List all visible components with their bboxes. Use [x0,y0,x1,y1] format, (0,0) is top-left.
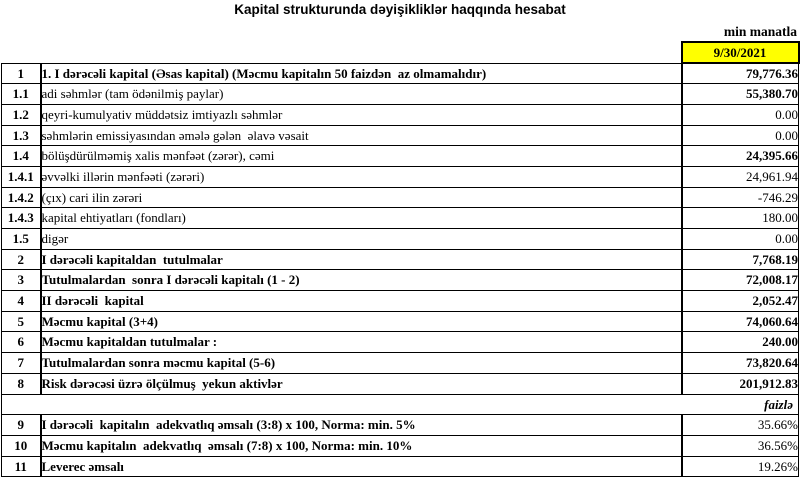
row-value-cell: -746.29 [682,187,799,208]
row-number-cell: 3 [2,270,41,291]
row-number-cell: 4 [2,291,41,312]
row-value-cell: 79,776.36 [682,63,799,84]
table-row [2,84,799,105]
capital-structure-table [1,41,800,477]
row-value-cell: 36.56% [682,435,799,456]
table-row [2,125,799,146]
header-spacer [41,42,682,63]
row-value-cell: 55,380.70 [682,84,799,105]
table-row [2,415,799,436]
row-value-cell: 24,961.94 [682,166,799,187]
row-value-cell: 0.00 [682,104,799,125]
row-label-cell: I dərəcəli kapitaldan tutulmalar [41,249,682,270]
header-spacer [2,42,41,63]
table-row [2,146,799,167]
row-label-cell: qeyri-kumulyativ müddətsiz imtiyazlı səhmlər [41,104,682,125]
row-number-cell: 11 [2,456,41,477]
row-number-cell: 10 [2,435,41,456]
row-label-cell: bölüşdürülməmiş xalis mənfəət (zərər), cəmi [41,146,682,167]
table-row [2,456,799,477]
row-number-cell: 1.4.2 [2,187,41,208]
row-value-cell: 7,768.19 [682,249,799,270]
percent-section-label: faizlə [2,394,799,415]
row-number-cell: 6 [2,332,41,353]
row-label-cell: səhmlərin emissiyasından əmələ gələn əlavə vəsait [41,125,682,146]
row-value-cell: 0.00 [682,229,799,250]
row-value-cell: 0.00 [682,125,799,146]
row-number-cell: 1.5 [2,229,41,250]
row-label-cell: adi səhmlər (tam ödənilmiş paylar) [41,84,682,105]
unit-label: min manatla [723,24,797,39]
row-value-cell: 240.00 [682,332,799,353]
row-label-cell: Tutulmalardan sonra məcmu kapital (5-6) [41,353,682,374]
row-value-cell: 74,060.64 [682,311,799,332]
row-label-cell: I dərəcəli kapitalın adekvatlıq əmsalı (3:8) x 100, Norma: min. 5% [41,415,682,436]
page-title: Kapital strukturunda dəyişikliklər haqqında hesabat [234,2,566,17]
row-label-cell: digər [41,229,682,250]
table-row [2,187,799,208]
table-row [2,166,799,187]
table-row [2,63,799,84]
row-number-cell: 7 [2,353,41,374]
row-label-cell: Tutulmalardan sonra I dərəcəli kapitalı (1 - 2) [41,270,682,291]
row-value-cell: 35.66% [682,415,799,436]
row-label-cell: əvvəlki illərin mənfəəti (zərəri) [41,166,682,187]
percent-section-row [2,394,799,415]
row-value-cell: 2,052.47 [682,291,799,312]
row-number-cell: 1.3 [2,125,41,146]
row-label-cell: Risk dərəcəsi üzrə ölçülmuş yekun aktivlər [41,373,682,394]
row-value-cell: 19.26% [682,456,799,477]
row-number-cell: 1.4.3 [2,208,41,229]
row-label-cell: Məcmu kapitalın adekvatlıq əmsalı (7:8) x 100, Norma: min. 10% [41,435,682,456]
table-row [2,353,799,374]
date-header-cell: 9/30/2021 [682,42,799,63]
table-row [2,311,799,332]
row-label-cell: kapital ehtiyatları (fondları) [41,208,682,229]
row-value-cell: 201,912.83 [682,373,799,394]
row-number-cell: 5 [2,311,41,332]
row-label-cell: 1. I dərəcəli kapital (Əsas kapital) (Məcmu kapitalın 50 faizdən az olmamalıdır) [41,63,682,84]
row-number-cell: 1.4.1 [2,166,41,187]
row-label-cell: (çıx) cari ilin zərəri [41,187,682,208]
row-number-cell: 1.2 [2,104,41,125]
row-value-cell: 24,395.66 [682,146,799,167]
row-number-cell: 1.4 [2,146,41,167]
table-row [2,208,799,229]
table-row [2,332,799,353]
row-number-cell: 8 [2,373,41,394]
row-label-cell: II dərəcəli kapital [41,291,682,312]
table-row [2,291,799,312]
table-row [2,373,799,394]
row-label-cell: Məcmu kapitaldan tutulmalar : [41,332,682,353]
date-header-row [2,42,799,63]
row-value-cell: 72,008.17 [682,270,799,291]
table-row [2,435,799,456]
row-label-cell: Leverec əmsalı [41,456,682,477]
row-number-cell: 2 [2,249,41,270]
table-row [2,249,799,270]
row-number-cell: 1 [2,63,41,84]
row-number-cell: 1.1 [2,84,41,105]
table-row [2,104,799,125]
table-row [2,270,799,291]
row-number-cell: 9 [2,415,41,436]
row-value-cell: 73,820.64 [682,353,799,374]
row-value-cell: 180.00 [682,208,799,229]
row-label-cell: Məcmu kapital (3+4) [41,311,682,332]
table-row [2,229,799,250]
